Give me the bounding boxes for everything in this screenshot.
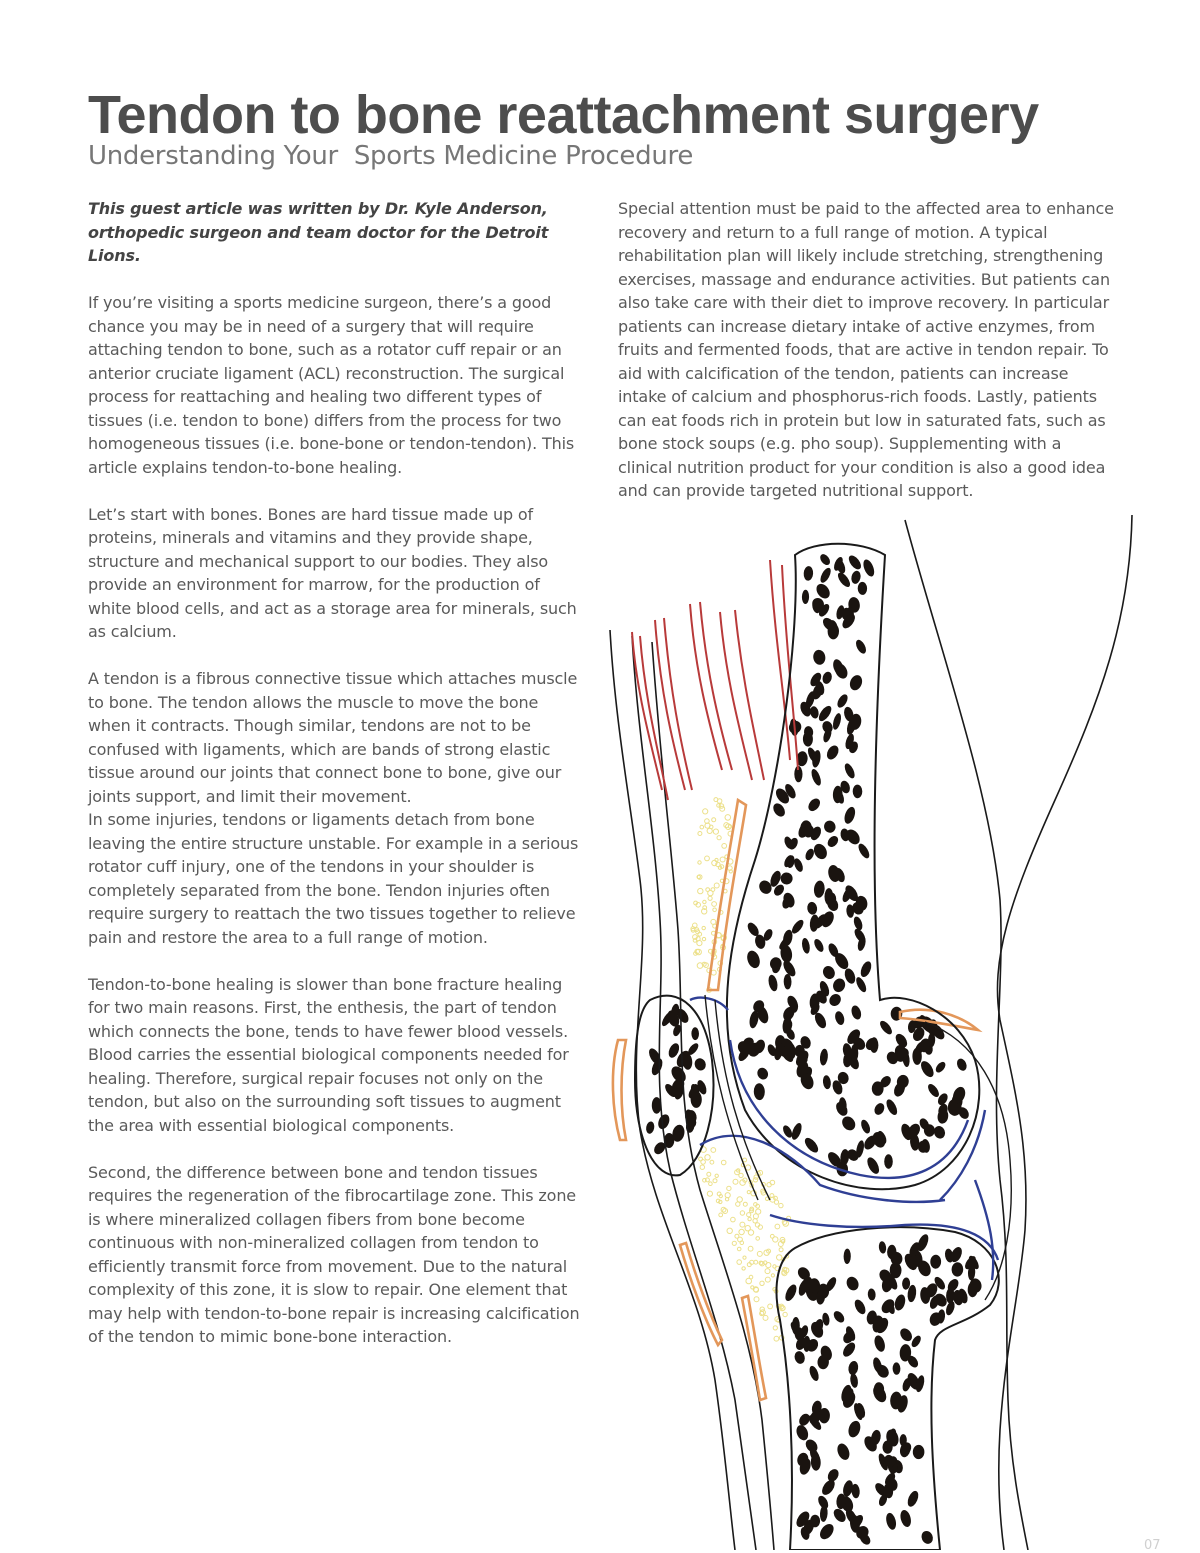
fat-cell xyxy=(743,1158,747,1162)
bone-dot xyxy=(808,1365,821,1383)
fat-cell xyxy=(754,1297,759,1302)
bone-dot xyxy=(825,743,841,761)
bone-dot xyxy=(806,901,818,915)
bone-dot xyxy=(745,949,762,970)
bone-dot xyxy=(884,1154,893,1169)
bone-dot xyxy=(885,1512,898,1531)
page-title: Tendon to bone reattachment surgery xyxy=(88,85,1039,145)
fat-cell xyxy=(737,1260,742,1265)
fat-cell xyxy=(779,1248,783,1252)
bone-dot xyxy=(873,1102,887,1117)
bone-dot xyxy=(884,1098,899,1117)
skin-outline xyxy=(610,515,1132,1550)
fat-cell xyxy=(722,844,727,849)
fat-cell xyxy=(711,970,716,975)
bone-dot xyxy=(819,1048,829,1066)
paragraph-healing-second: Second, the difference between bone and tendon tissues requires the regeneration of the fibrocartilage zone. This zone is where mineralized collagen fibers from bone become continuous with non-mineralized collagen from tendon to efficiently transmit force from movement. Due to the natural complexity of this zone, it is slow to repair. One element that may help with tendon-to-bone repair is increasing calcification of the tendon to mimic bone-bone interaction. xyxy=(88,1162,580,1346)
bone-dot xyxy=(821,964,837,981)
fat-cell xyxy=(737,1247,741,1251)
bone-dot xyxy=(850,1004,863,1020)
bone-dot xyxy=(826,834,841,849)
fat-cell xyxy=(745,1226,750,1231)
fat-cell xyxy=(760,1281,764,1285)
bone-dot xyxy=(843,762,857,780)
fat-cell xyxy=(725,1193,730,1198)
fat-cell xyxy=(733,1179,738,1184)
fat-cell xyxy=(721,1160,726,1165)
fat-cell xyxy=(707,1191,712,1196)
knee-joint-anatomy-icon xyxy=(600,510,1160,1550)
fat-cell xyxy=(767,1183,771,1187)
fat-cell xyxy=(773,1326,777,1330)
bone-dot xyxy=(832,1309,847,1324)
bone-dot xyxy=(932,1124,947,1140)
bone-dot xyxy=(842,805,857,825)
fat-cell xyxy=(713,1179,717,1183)
bone-dot xyxy=(850,570,862,585)
paragraph-rehabilitation: Special attention must be paid to the affected area to enhance recovery and return to a full range of motion. A typical rehabilitation plan will likely include stretching, strengthening exercises, massage and endurance activities. But patients can also take care with their diet to improve recovery. In particular patients can increase dietary intake of active enzymes, from fruits and fermented foods, that are active in tendon repair. To aid with calcification of the tendon, patients can increase intake of calcium and phosphorus-rich foods. Lastly, patients can eat foods rich in protein but low in saturated fats, such as bone stock soups (e.g. pho soup). Supplementing with a clinical nutrition product for your condition is also a good idea and can provide targeted nutritional support. xyxy=(618,199,1114,500)
fat-cell xyxy=(719,1195,722,1198)
bone-dot xyxy=(810,1515,820,1528)
fat-cell xyxy=(771,1274,774,1277)
bone-dot xyxy=(656,1113,671,1131)
fat-cell xyxy=(705,856,710,861)
fat-cell xyxy=(783,1312,787,1316)
bone-dot xyxy=(926,1082,941,1099)
bone-dot xyxy=(645,1121,655,1135)
bone-dot xyxy=(780,872,793,885)
bone-dot xyxy=(834,1010,846,1026)
bone-dot xyxy=(906,1489,921,1508)
bone-dot xyxy=(872,1081,884,1095)
bone-dot xyxy=(817,1521,836,1541)
fat-cell xyxy=(712,902,717,907)
bone-dot xyxy=(839,1114,858,1133)
page-number: 07 xyxy=(1144,1538,1161,1553)
bone-dot xyxy=(801,937,811,954)
fat-cell xyxy=(738,1237,743,1242)
fat-cell xyxy=(763,1315,768,1320)
bone-dot xyxy=(821,720,835,735)
bone-dot xyxy=(951,1262,963,1277)
bone-dot xyxy=(913,1445,925,1459)
bone-dot xyxy=(802,590,809,604)
fat-cell xyxy=(753,1219,757,1223)
fat-cell xyxy=(740,1222,745,1227)
fat-cell xyxy=(727,1186,731,1190)
bone-dot xyxy=(846,553,863,571)
fat-cell xyxy=(717,799,722,804)
fat-cell xyxy=(711,888,715,892)
fat-cell xyxy=(747,1213,751,1217)
paragraph-bones: Let’s start with bones. Bones are hard tissue made up of proteins, minerals and vitamins and they provide shape, structure and mechanical support to our bodies. They also provide an environment for marrow, for the production of white blood cells, and act as a storage area for minerals, such as calcium. xyxy=(88,504,577,641)
bone-dot xyxy=(806,796,822,813)
fat-cell xyxy=(727,1228,732,1233)
fat-cell xyxy=(707,1172,711,1176)
fat-cell xyxy=(709,1182,713,1186)
bone-dot xyxy=(843,1249,850,1265)
fat-cell xyxy=(705,1155,710,1160)
fat-cell xyxy=(732,1241,736,1245)
bone-dot xyxy=(812,649,826,666)
bone-dot xyxy=(756,1066,770,1081)
fat-cell xyxy=(713,829,718,834)
fat-cell xyxy=(731,1217,736,1222)
fat-cell xyxy=(774,1336,779,1341)
fat-cell xyxy=(737,1197,742,1202)
bone-dot xyxy=(693,1057,708,1073)
bone-dot xyxy=(816,704,833,723)
article-right-column xyxy=(618,197,1120,526)
fat-cell xyxy=(773,1237,778,1242)
bone-dot xyxy=(899,1509,913,1528)
bone-dot xyxy=(859,1119,871,1135)
bone-dot xyxy=(831,712,842,730)
bone-dot xyxy=(822,819,837,834)
fat-cell xyxy=(765,1277,770,1282)
bone-dot xyxy=(831,977,847,994)
bone-dot xyxy=(691,1027,699,1040)
bone-dot xyxy=(825,888,834,905)
bone-dot xyxy=(898,1326,915,1343)
bone-dot xyxy=(867,1288,876,1301)
bone-dot xyxy=(878,1241,887,1254)
fat-cell xyxy=(700,825,704,829)
bone-dot xyxy=(934,1060,947,1074)
bone-dot xyxy=(873,1334,887,1353)
fat-cell xyxy=(743,1256,746,1259)
bone-dot xyxy=(802,1136,820,1155)
fat-cell xyxy=(747,1191,750,1194)
muscle-fibers xyxy=(632,560,798,800)
fat-cell xyxy=(700,1165,704,1169)
article-left-column xyxy=(88,197,584,1372)
bone-dot xyxy=(793,1350,806,1365)
fat-cell xyxy=(777,1255,782,1260)
bone-dot xyxy=(918,1059,936,1079)
bone-dot xyxy=(856,842,871,860)
bone-dot xyxy=(955,1057,968,1072)
paragraph-injuries: In some injuries, tendons or ligaments detach from bone leaving the entire structure unstable. For example in a serious rotator cuff injury, one of the tendons in your shoulder is completely separated from the bone. Tendon injuries often require surgery to reattach the two tissues together to relieve pain and restore the area to a full range of motion. xyxy=(88,810,579,947)
fat-cell xyxy=(753,1178,757,1182)
bone-dot xyxy=(861,558,876,578)
bone-dot xyxy=(892,1362,900,1375)
bone-dot xyxy=(853,1298,868,1316)
bone-dot xyxy=(878,1019,894,1036)
author-intro: This guest article was written by Dr. Kyle Anderson, orthopedic surgeon and team doctor for the Detroit Lions. xyxy=(88,199,549,265)
paragraph-surgery-intro: If you’re visiting a sports medicine surgeon, there’s a good chance you may be in need of a surgery that will require attaching tendon to bone, such as a rotator cuff repair or an anterior cruciate ligament (ACL) reconstruction. The surgical process for reattaching and healing two different types of tissues (i.e. tendon to bone) differs from the process for two homogeneous tissues (i.e. bone-bone or tendon-tendon). This article explains tendon-to-bone healing. xyxy=(88,293,575,477)
fat-cell xyxy=(748,1217,751,1220)
bone-dot xyxy=(783,1283,799,1303)
patellar-tendon xyxy=(613,800,978,1400)
fat-cell xyxy=(729,870,732,873)
bone-dot xyxy=(835,1442,852,1462)
bone-dot xyxy=(858,582,868,595)
bone-dot xyxy=(902,1277,911,1290)
bone-dot xyxy=(804,847,816,861)
bone-dot xyxy=(848,673,864,692)
bone-dot xyxy=(794,1423,810,1442)
paragraph-tendon: A tendon is a fibrous connective tissue which attaches muscle to bone. The tendon allows the muscle to move the bone when it contracts. Though similar, tendons are not to be confused with ligaments, which are bands of strong elastic tissue around our joints that connect bone to bone, give our joints support, and limit their movement. xyxy=(88,669,578,806)
bone-dot xyxy=(893,1293,907,1311)
page-subtitle: Understanding Your Sports Medicine Procedure xyxy=(88,141,694,171)
bone-dot xyxy=(827,992,843,1009)
fat-cell xyxy=(714,883,719,888)
bone-dot xyxy=(818,552,832,567)
fat-cell xyxy=(698,888,703,893)
fat-cell xyxy=(739,1229,744,1234)
fat-cell xyxy=(715,1174,718,1177)
fat-cell xyxy=(740,1211,744,1215)
bone-dot xyxy=(846,1419,862,1439)
fat-cell xyxy=(725,815,731,821)
bone-dot xyxy=(818,566,832,584)
fat-cell xyxy=(756,1237,760,1241)
bone-dot xyxy=(754,1083,766,1100)
bone-dot xyxy=(865,1155,882,1175)
fat-cell xyxy=(717,836,721,840)
fat-cell xyxy=(697,941,702,946)
paragraph-healing-first: Tendon-to-bone healing is slower than bone fracture healing for two main reasons. First, the enthesis, the part of tendon which connects the bone, tends to have fewer blood vessels. Blood carries the essential biological components needed for healing. Therefore, surgical repair focuses not only on the tendon, but also on the surrounding soft tissues to augment the area with essential biological components. xyxy=(88,974,569,1135)
bone-dot xyxy=(771,801,787,819)
bone-dot xyxy=(790,1122,804,1141)
bone-dot xyxy=(812,937,825,953)
fat-cell xyxy=(720,857,725,862)
fat-cell xyxy=(753,1214,758,1219)
bone-dot xyxy=(841,1340,858,1358)
bone-dot xyxy=(821,671,833,685)
fat-cell xyxy=(768,1304,773,1309)
fat-cell xyxy=(698,832,702,836)
fat-cell xyxy=(779,1203,783,1207)
fat-cell xyxy=(699,1157,703,1161)
fat-cell xyxy=(702,937,705,940)
bone-dot xyxy=(919,1529,934,1546)
fat-cell xyxy=(710,1160,714,1164)
bone-dot xyxy=(836,571,853,589)
bone-dot xyxy=(930,1255,941,1269)
fat-cell xyxy=(708,896,712,900)
bone-dot xyxy=(851,1044,859,1061)
bone-dot xyxy=(854,976,868,994)
bone-dot xyxy=(767,974,779,992)
fat-cell xyxy=(711,919,716,924)
bone-dot xyxy=(810,768,823,787)
bone-dot xyxy=(784,974,792,990)
fat-cell xyxy=(749,1275,753,1279)
bone-dot xyxy=(859,960,874,979)
bone-dot xyxy=(811,842,829,862)
fat-cell xyxy=(757,1251,762,1256)
bone-dot xyxy=(822,1075,831,1090)
fat-cell xyxy=(703,900,706,903)
fat-cell xyxy=(698,861,701,864)
fat-cell xyxy=(760,1307,764,1311)
fat-cell xyxy=(713,908,717,912)
bone-dot xyxy=(849,1373,859,1389)
fat-cell xyxy=(712,818,716,822)
bone-dot xyxy=(854,638,868,655)
bone-dot xyxy=(844,1275,860,1293)
fat-cell xyxy=(754,1260,758,1264)
fat-cell xyxy=(748,1246,753,1251)
bone-dot xyxy=(843,967,857,985)
fat-cell xyxy=(711,1148,716,1153)
fat-cell xyxy=(765,1269,770,1274)
fat-cell xyxy=(742,1267,745,1270)
bone-dot xyxy=(790,918,806,936)
fat-cell xyxy=(751,1286,754,1289)
fat-cell xyxy=(703,809,708,814)
bone-dot xyxy=(870,1037,879,1053)
fat-cell xyxy=(719,1213,723,1217)
bone-dot xyxy=(803,566,813,581)
bone-dot xyxy=(813,880,825,898)
bone-dot xyxy=(853,785,863,799)
fat-cell xyxy=(702,926,705,929)
fat-cell xyxy=(775,1224,780,1229)
fat-cell xyxy=(743,1202,747,1206)
